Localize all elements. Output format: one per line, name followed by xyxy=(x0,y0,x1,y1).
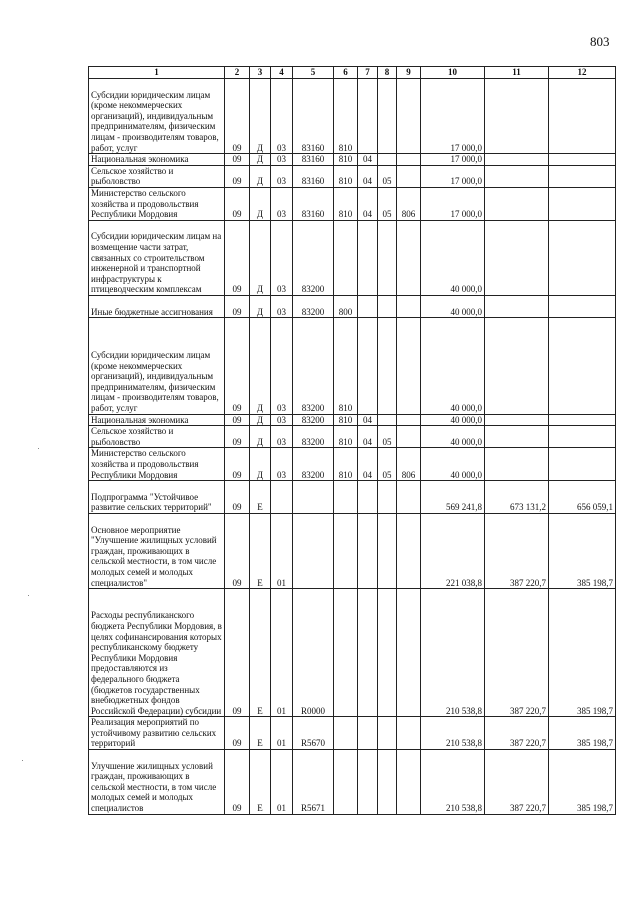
cell-code xyxy=(397,589,421,717)
cell-code: Д xyxy=(250,79,271,154)
cell-code: Е xyxy=(250,717,271,750)
cell-code: Д xyxy=(250,448,271,481)
cell-code xyxy=(397,414,421,426)
cell-code xyxy=(378,414,397,426)
cell-code: Д xyxy=(250,426,271,448)
cell-code: 83200 xyxy=(293,426,334,448)
margin-mark xyxy=(38,448,39,449)
cell-code xyxy=(358,295,378,317)
cell-code: 810 xyxy=(334,318,358,414)
cell-amount: 387 220,7 xyxy=(485,513,549,588)
cell-amount xyxy=(549,414,616,426)
cell-amount xyxy=(549,318,616,414)
cell-code xyxy=(334,589,358,717)
column-header: 2 xyxy=(225,67,250,79)
cell-code: 05 xyxy=(378,448,397,481)
cell-code: 09 xyxy=(225,426,250,448)
table-row xyxy=(89,481,616,514)
cell-code xyxy=(358,481,378,514)
cell-amount: 17 000,0 xyxy=(421,79,485,154)
cell-code: R5671 xyxy=(293,750,334,815)
cell-amount: 40 000,0 xyxy=(421,220,485,295)
cell-code: Е xyxy=(250,513,271,588)
cell-code xyxy=(334,717,358,750)
cell-code xyxy=(397,79,421,154)
column-header: 3 xyxy=(250,67,271,79)
cell-code: 810 xyxy=(334,79,358,154)
row-label: Реализация мероприятий по устойчивому развитию сельских территорий xyxy=(89,717,225,750)
cell-code xyxy=(358,750,378,815)
cell-code: 09 xyxy=(225,165,250,187)
cell-code: R5670 xyxy=(293,717,334,750)
cell-code: 800 xyxy=(334,295,358,317)
cell-code xyxy=(358,79,378,154)
cell-code: 09 xyxy=(225,318,250,414)
table-row xyxy=(89,717,616,750)
cell-amount: 40 000,0 xyxy=(421,448,485,481)
cell-code: 04 xyxy=(358,414,378,426)
cell-code: Д xyxy=(250,318,271,414)
table-row xyxy=(89,589,616,717)
cell-code: 09 xyxy=(225,79,250,154)
cell-code: 09 xyxy=(225,448,250,481)
cell-code xyxy=(378,481,397,514)
row-label: Субсидии юридическим лицам (кроме некоммерческих организаций), индивидуальным предпринимателям, физическим лицам - производителям товаров, работ, услуг xyxy=(89,318,225,414)
cell-code xyxy=(334,481,358,514)
cell-code: 810 xyxy=(334,165,358,187)
table-row xyxy=(89,220,616,295)
cell-code: 04 xyxy=(358,154,378,166)
cell-code: 09 xyxy=(225,481,250,514)
row-label: Основное мероприятие "Улучшение жилищных условий граждан, проживающих в сельской местности, в том числе молодых семей и молодых специалистов" xyxy=(89,513,225,588)
cell-code: 03 xyxy=(271,220,293,295)
cell-amount: 210 538,8 xyxy=(421,750,485,815)
cell-amount xyxy=(485,187,549,220)
cell-code: 03 xyxy=(271,154,293,166)
cell-amount xyxy=(549,79,616,154)
cell-code: Д xyxy=(250,295,271,317)
cell-code xyxy=(378,513,397,588)
cell-code: 03 xyxy=(271,187,293,220)
table-row xyxy=(89,154,616,166)
cell-amount: 387 220,7 xyxy=(485,589,549,717)
cell-code: 04 xyxy=(358,165,378,187)
cell-code: 83160 xyxy=(293,79,334,154)
cell-code: Д xyxy=(250,165,271,187)
cell-code xyxy=(397,165,421,187)
cell-code: Д xyxy=(250,187,271,220)
cell-code xyxy=(358,513,378,588)
cell-code xyxy=(293,513,334,588)
column-header: 1 xyxy=(89,67,225,79)
table-row xyxy=(89,165,616,187)
cell-code xyxy=(378,220,397,295)
cell-code: 806 xyxy=(397,448,421,481)
cell-code: Д xyxy=(250,414,271,426)
cell-code xyxy=(397,295,421,317)
row-label: Сельское хозяйство и рыболовство xyxy=(89,165,225,187)
cell-code: 04 xyxy=(358,426,378,448)
cell-code: 810 xyxy=(334,187,358,220)
row-label: Улучшение жилищных условий граждан, проживающих в сельской местности, в том числе молодых семей и молодых специалистов xyxy=(89,750,225,815)
table-header-row xyxy=(89,67,616,79)
table-row xyxy=(89,318,616,414)
cell-amount: 385 198,7 xyxy=(549,589,616,717)
cell-code xyxy=(358,589,378,717)
cell-code: 83160 xyxy=(293,165,334,187)
cell-code xyxy=(334,750,358,815)
cell-amount xyxy=(549,220,616,295)
cell-code: 03 xyxy=(271,79,293,154)
cell-code: 09 xyxy=(225,295,250,317)
cell-code: 09 xyxy=(225,717,250,750)
table-row xyxy=(89,448,616,481)
cell-code: 01 xyxy=(271,513,293,588)
cell-code xyxy=(358,717,378,750)
cell-amount xyxy=(549,448,616,481)
row-label: Сельское хозяйство и рыболовство xyxy=(89,426,225,448)
cell-code: 05 xyxy=(378,187,397,220)
cell-code: 810 xyxy=(334,448,358,481)
column-header: 9 xyxy=(397,67,421,79)
cell-amount xyxy=(549,426,616,448)
cell-code: R0000 xyxy=(293,589,334,717)
cell-amount xyxy=(549,165,616,187)
cell-code: 03 xyxy=(271,165,293,187)
cell-code: 03 xyxy=(271,448,293,481)
row-label: Министерство сельского хозяйства и продовольствия Республики Мордовия xyxy=(89,187,225,220)
cell-code xyxy=(378,717,397,750)
cell-code xyxy=(271,481,293,514)
cell-amount: 656 059,1 xyxy=(549,481,616,514)
cell-code: 04 xyxy=(358,187,378,220)
cell-amount xyxy=(485,165,549,187)
row-label: Национальная экономика xyxy=(89,414,225,426)
cell-code xyxy=(378,79,397,154)
cell-code xyxy=(397,513,421,588)
cell-code: Е xyxy=(250,481,271,514)
cell-code: 83200 xyxy=(293,414,334,426)
cell-code xyxy=(397,220,421,295)
cell-code xyxy=(293,481,334,514)
row-label: Подпрограмма "Устойчивое развитие сельских территорий" xyxy=(89,481,225,514)
column-header: 7 xyxy=(358,67,378,79)
cell-code: 09 xyxy=(225,589,250,717)
table-row xyxy=(89,513,616,588)
cell-code: 83200 xyxy=(293,295,334,317)
cell-code: 04 xyxy=(358,448,378,481)
cell-code xyxy=(397,717,421,750)
cell-code: 05 xyxy=(378,426,397,448)
cell-code: 05 xyxy=(378,165,397,187)
cell-code: 83200 xyxy=(293,448,334,481)
cell-code: 810 xyxy=(334,426,358,448)
cell-amount: 385 198,7 xyxy=(549,717,616,750)
cell-code xyxy=(358,220,378,295)
cell-amount: 210 538,8 xyxy=(421,717,485,750)
cell-amount: 387 220,7 xyxy=(485,750,549,815)
cell-amount: 569 241,8 xyxy=(421,481,485,514)
cell-amount: 221 038,8 xyxy=(421,513,485,588)
cell-code: 09 xyxy=(225,750,250,815)
cell-amount: 387 220,7 xyxy=(485,717,549,750)
cell-amount xyxy=(549,187,616,220)
cell-code xyxy=(397,426,421,448)
cell-amount xyxy=(485,79,549,154)
column-header: 8 xyxy=(378,67,397,79)
margin-mark xyxy=(22,760,23,761)
cell-code: 806 xyxy=(397,187,421,220)
cell-amount xyxy=(549,154,616,166)
cell-code: 810 xyxy=(334,154,358,166)
column-header: 11 xyxy=(485,67,549,79)
column-header: 5 xyxy=(293,67,334,79)
cell-amount: 210 538,8 xyxy=(421,589,485,717)
column-header: 12 xyxy=(549,67,616,79)
cell-code xyxy=(397,481,421,514)
table-row xyxy=(89,426,616,448)
cell-amount: 673 131,2 xyxy=(485,481,549,514)
cell-code: 03 xyxy=(271,295,293,317)
cell-code: 83200 xyxy=(293,220,334,295)
cell-amount: 17 000,0 xyxy=(421,154,485,166)
row-label: Субсидии юридическим лицам на возмещение части затрат, связанных со строительством инженерной и транспортной инфраструктуры к птицеводческим комплексам xyxy=(89,220,225,295)
cell-code xyxy=(397,154,421,166)
cell-code: 09 xyxy=(225,154,250,166)
cell-code: 83200 xyxy=(293,318,334,414)
cell-amount: 40 000,0 xyxy=(421,318,485,414)
budget-table xyxy=(88,66,616,815)
cell-amount: 385 198,7 xyxy=(549,513,616,588)
cell-code xyxy=(378,750,397,815)
cell-code: 01 xyxy=(271,717,293,750)
table-row xyxy=(89,187,616,220)
cell-amount: 40 000,0 xyxy=(421,426,485,448)
cell-amount: 17 000,0 xyxy=(421,165,485,187)
cell-code: 09 xyxy=(225,414,250,426)
cell-code xyxy=(397,750,421,815)
table-row xyxy=(89,750,616,815)
cell-code: 09 xyxy=(225,513,250,588)
table-row xyxy=(89,295,616,317)
cell-code: Е xyxy=(250,750,271,815)
cell-amount: 385 198,7 xyxy=(549,750,616,815)
cell-amount xyxy=(485,295,549,317)
cell-amount xyxy=(485,414,549,426)
cell-code: Д xyxy=(250,220,271,295)
table-row xyxy=(89,414,616,426)
cell-code: 83160 xyxy=(293,187,334,220)
cell-code: Д xyxy=(250,154,271,166)
row-label: Министерство сельского хозяйства и продовольствия Республики Мордовия xyxy=(89,448,225,481)
cell-code: 09 xyxy=(225,220,250,295)
cell-code: 09 xyxy=(225,187,250,220)
cell-code xyxy=(378,295,397,317)
cell-code: 83160 xyxy=(293,154,334,166)
cell-code: 01 xyxy=(271,589,293,717)
cell-amount: 40 000,0 xyxy=(421,295,485,317)
cell-amount xyxy=(485,220,549,295)
cell-amount xyxy=(485,318,549,414)
cell-code: 810 xyxy=(334,414,358,426)
row-label: Национальная экономика xyxy=(89,154,225,166)
column-header: 4 xyxy=(271,67,293,79)
cell-code: Е xyxy=(250,589,271,717)
column-header: 10 xyxy=(421,67,485,79)
cell-code xyxy=(334,220,358,295)
cell-amount xyxy=(485,426,549,448)
cell-amount xyxy=(485,448,549,481)
cell-amount xyxy=(549,295,616,317)
row-label: Субсидии юридическим лицам (кроме некоммерческих организаций), индивидуальным предпринимателям, физическим лицам - производителям товаров, работ, услуг xyxy=(89,79,225,154)
column-header: 6 xyxy=(334,67,358,79)
cell-code: 01 xyxy=(271,750,293,815)
cell-amount xyxy=(485,154,549,166)
cell-code xyxy=(334,513,358,588)
table-row xyxy=(89,79,616,154)
row-label: Расходы республиканского бюджета Республики Мордовия, в целях софинансирования которых республиканскому бюджету Республики Мордовия предоставляются из федерального бюджета (бюджетов государственных внебюджетных фондов Российской Федерации) субсидии xyxy=(89,589,225,717)
cell-code xyxy=(378,318,397,414)
cell-code xyxy=(378,154,397,166)
cell-amount: 40 000,0 xyxy=(421,414,485,426)
cell-code: 03 xyxy=(271,426,293,448)
row-label: Иные бюджетные ассигнования xyxy=(89,295,225,317)
cell-amount: 17 000,0 xyxy=(421,187,485,220)
cell-code xyxy=(378,589,397,717)
margin-mark xyxy=(28,595,29,596)
cell-code xyxy=(358,318,378,414)
page-number: 803 xyxy=(590,34,610,49)
cell-code: 03 xyxy=(271,414,293,426)
cell-code: 03 xyxy=(271,318,293,414)
cell-code xyxy=(397,318,421,414)
